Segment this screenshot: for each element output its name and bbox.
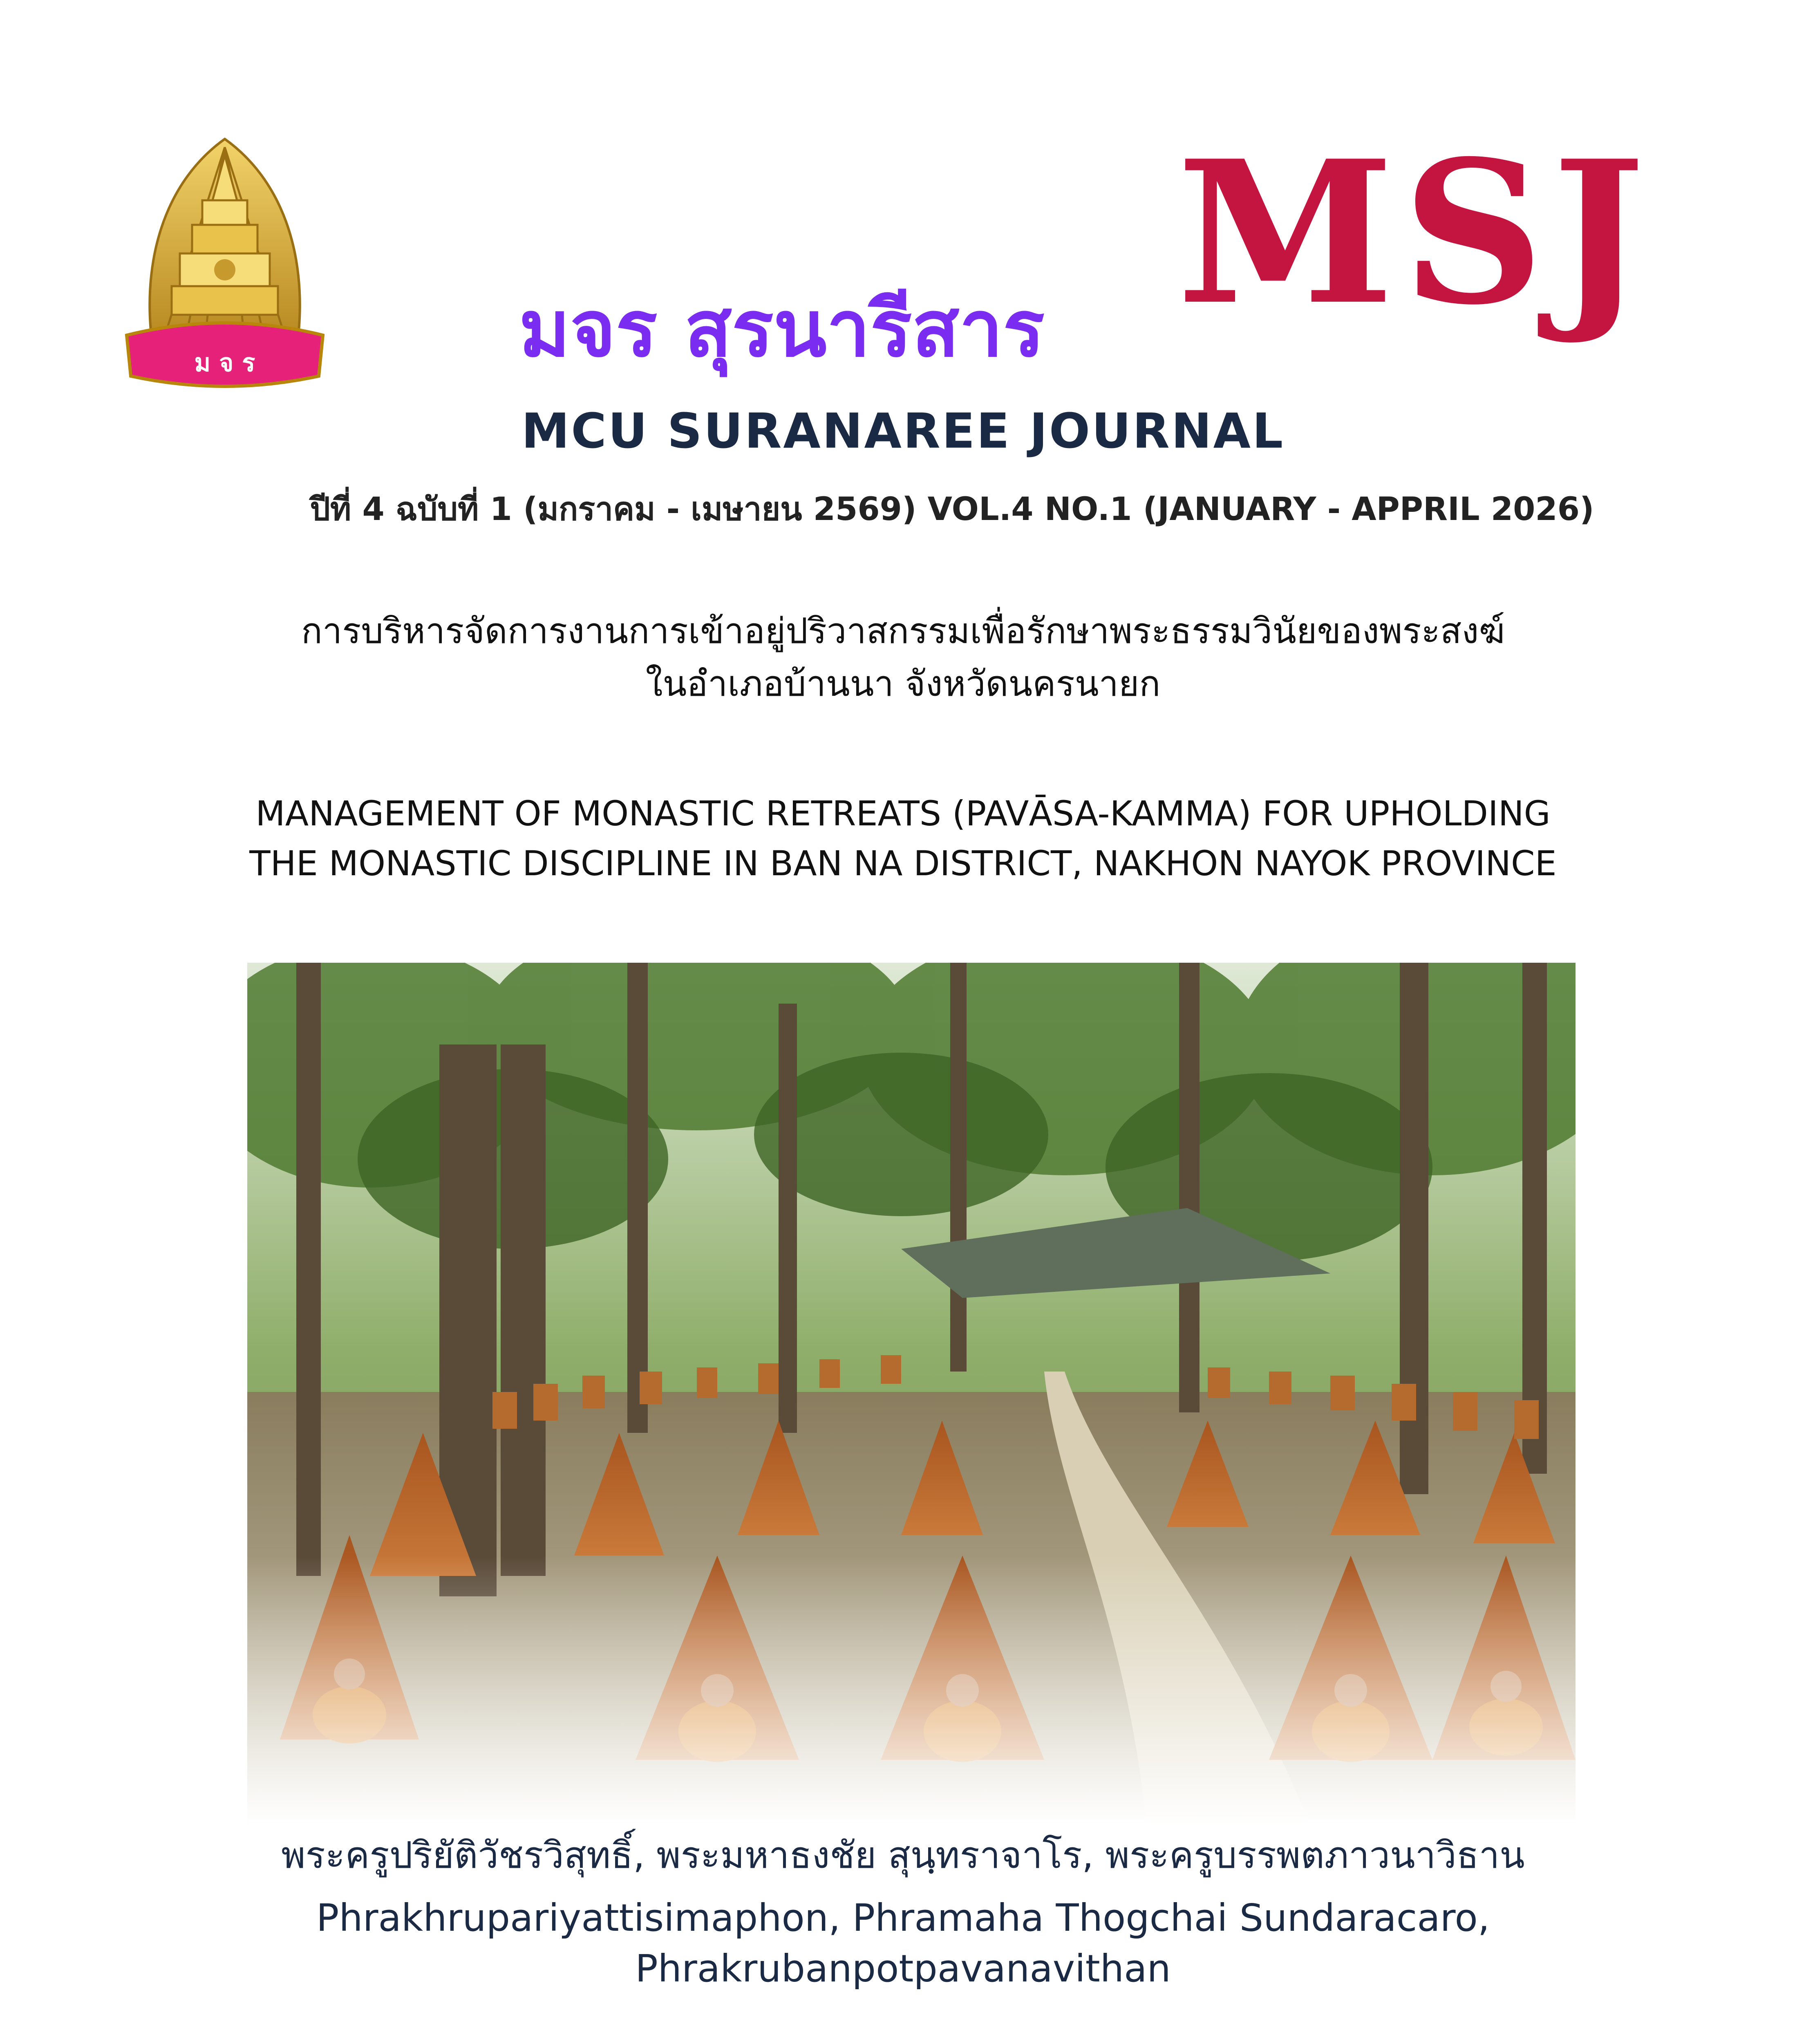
logo-text: ม จ ร — [194, 349, 255, 377]
journal-abbreviation: MSJ — [1177, 118, 1654, 348]
authors-thai: พระครูปริยัติวัชรวิสุทธิ์, พระมหาธงชัย สุนฺทราจาโร, พระครูบรรพตภาวนาวิธาน — [281, 1834, 1525, 1877]
article-title-thai — [0, 605, 1806, 710]
journal-thai-name: มจร สุรนารีสาร — [519, 284, 1045, 374]
article-title-thai-line1: การบริหารจัดการงานการเข้าอยู่ปริวาสกรรมเพื่อรักษาพระธรรมวินัยของพระสงฆ์ — [301, 611, 1505, 652]
authors-english — [0, 1893, 1806, 1994]
article-title-english-line2: THE MONASTIC DISCIPLINE IN BAN NA DISTRICT, NAKHON NAYOK PROVINCE — [249, 843, 1557, 883]
monks-forest-retreat-photo — [247, 963, 1575, 1825]
article-title-english-line1: MANAGEMENT OF MONASTIC RETREATS (PAVĀSA-KAMMA) FOR UPHOLDING — [255, 793, 1551, 834]
article-title-thai-line2: ในอำเภอบ้านนา จังหวัดนครนายก — [645, 663, 1161, 704]
article-title-english — [0, 789, 1806, 889]
mcu-emblem-icon — [119, 131, 331, 392]
journal-english-name: MCU SURANAREE JOURNAL — [521, 403, 1285, 459]
issue-line: ปีที่ 4 ฉบับที่ 1 (มกราคม - เมษายน 2569) VOL.4 NO.1 (JANUARY - APPRIL 2026) — [310, 491, 1594, 528]
authors-english-line2: Phrakrubanpotpavanavithan — [635, 1947, 1171, 1991]
authors-english-line1: Phrakhrupariyattisimaphon, Phramaha Thogchai Sundaracaro, — [316, 1896, 1490, 1940]
